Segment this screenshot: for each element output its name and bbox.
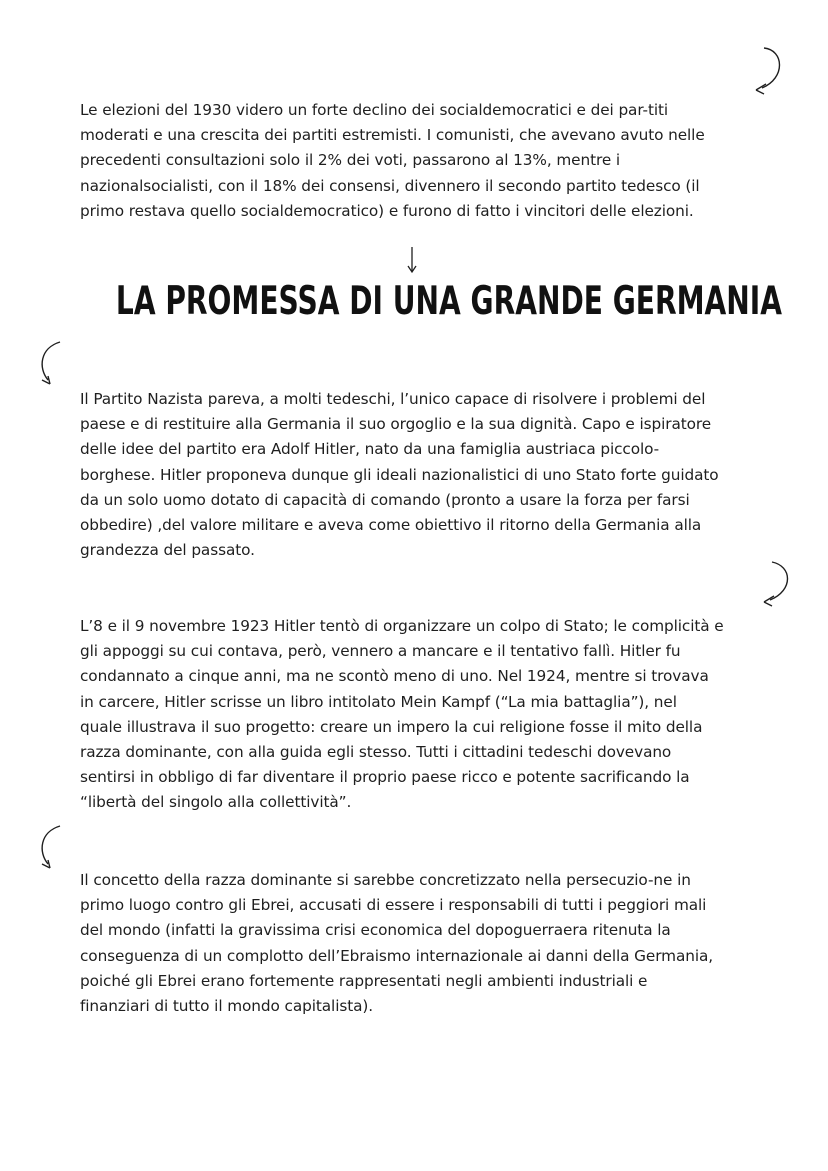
curved-arrow-right-icon — [758, 558, 798, 610]
text-line: Il concetto della razza dominante si sarebbe concretizzato nella persecuzio-ne in — [80, 871, 691, 889]
down-arrow-icon — [404, 246, 420, 274]
paragraph-coup-1923 — [80, 614, 770, 816]
text-line: Il Partito Nazista pareva, a molti tedeschi, l’unico capace di risolvere i problemi del — [80, 390, 706, 408]
text-line: precedenti consultazioni solo il 2% dei voti, passarono al 13%, mentre i — [80, 151, 621, 170]
text-line: del mondo (infatti la gravissima crisi economica del dopoguerraera ritenuta la — [80, 921, 671, 940]
text-line: paese e di restituire alla Germania il suo orgoglio e la sua dignità. Capo e ispiratore — [80, 415, 712, 434]
text-line: in carcere, Hitler scrisse un libro intitolato Mein Kampf (“La mia battaglia”), nel — [80, 692, 677, 711]
text-line: “libertà del singolo alla collettività”. — [80, 793, 352, 812]
curved-arrow-right-icon — [750, 44, 790, 98]
text-line: quale illustrava il suo progetto: creare un impero la cui religione fosse il mito della — [80, 717, 703, 736]
text-line: nazionalsocialisti, con il 18% dei consensi, divennero il secondo partito tedesco (il — [80, 176, 700, 195]
text-line: moderati e una crescita dei partiti estremisti. I comunisti, che avevano avuto nelle — [80, 126, 705, 145]
curved-arrow-left-icon — [34, 338, 66, 388]
text-line: L’8 e il 9 novembre 1923 Hitler tentò di organizzare un colpo di Stato; le complicità e — [80, 617, 724, 635]
text-line: gli appoggi su cui contava, però, vennero a mancare e il tentativo fallì. Hitler fu — [80, 642, 681, 661]
curved-arrow-left-icon — [34, 822, 66, 872]
text-line: razza dominante, con alla guida egli stesso. Tutti i cittadini tedeschi dovevano — [80, 743, 672, 762]
text-line: primo restava quello socialdemocratico) e furono di fatto i vincitori delle elezioni. — [80, 201, 694, 220]
page-title: LA PROMESSA DI UNA GRANDE GERMANIA — [115, 279, 782, 324]
paragraph-elections-1930 — [80, 98, 770, 224]
text-line: grandezza del passato. — [80, 541, 255, 560]
text-line: borghese. Hitler proponeva dunque gli ideali nazionalistici di uno Stato forte guidato — [80, 465, 719, 484]
text-line: sentirsi in obbligo di far diventare il proprio paese ricco e potente sacrificando la — [80, 768, 690, 787]
paragraph-nazi-party — [80, 387, 770, 563]
text-line: obbedire) ,del valore militare e aveva come obiettivo il ritorno della Germania alla — [80, 516, 702, 535]
text-line: conseguenza di un complotto dell’Ebraismo internazionale ai danni della Germania, — [80, 946, 714, 965]
text-line: delle idee del partito era Adolf Hitler, nato da una famiglia austriaca piccolo- — [80, 440, 660, 459]
text-line: da un solo uomo dotato di capacità di comando (pronto a usare la forza per farsi — [80, 490, 690, 509]
text-line: finanziari di tutto il mondo capitalista). — [80, 997, 374, 1016]
text-line: poiché gli Ebrei erano fortemente rappresentati negli ambienti industriali e — [80, 971, 648, 990]
text-line: primo luogo contro gli Ebrei, accusati di essere i responsabili di tutti i peggiori mali — [80, 896, 707, 915]
paragraph-persecution — [80, 868, 770, 1019]
text-line: Le elezioni del 1930 videro un forte declino dei socialdemocratici e dei par-titi — [80, 101, 669, 119]
text-line: condannato a cinque anni, ma ne scontò meno di uno. Nel 1924, mentre si trovava — [80, 667, 709, 686]
